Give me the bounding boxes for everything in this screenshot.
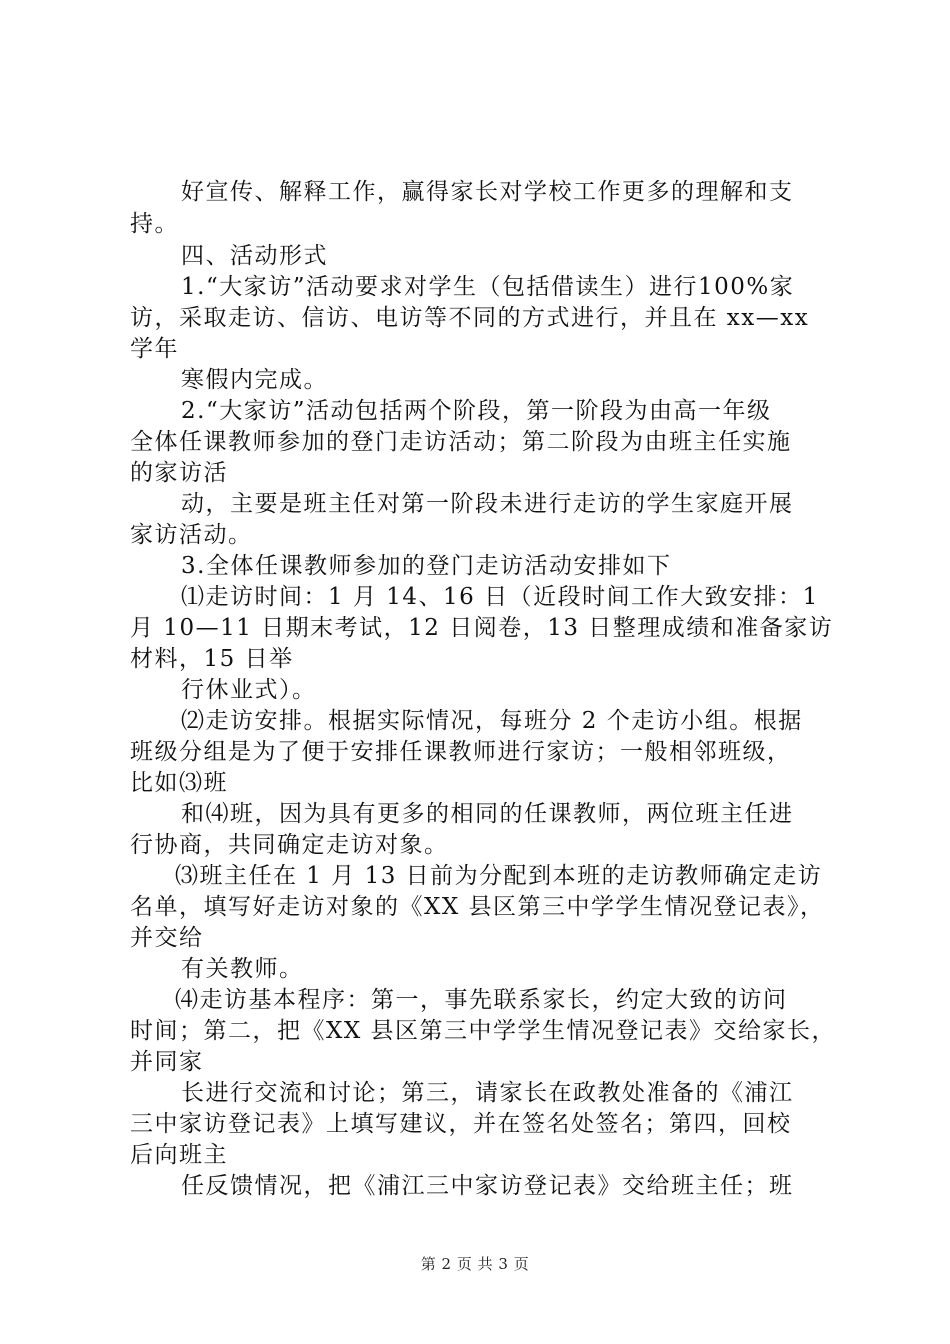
body-line: 2.“大家访”活动包括两个阶段，第一阶段为由高一年级 <box>181 398 772 424</box>
body-line: 的家访活 <box>130 460 228 486</box>
body-line: 材料，15 日举 <box>130 646 294 672</box>
body-line: 行协商，共同确定走访对象。 <box>130 832 449 858</box>
body-line: 名单，填写好走访对象的《XX 县区第三中学学生情况登记表》， <box>130 894 825 920</box>
body-line: 行休业式）。 <box>181 677 317 703</box>
body-line: ⑵走访安排。根据实际情况，每班分 2 个走访小组。根据 <box>181 708 803 734</box>
body-line: 比如⑶班 <box>130 770 228 796</box>
body-line: ⑷走访基本程序：第一，事先联系家长，约定大致的访问 <box>175 987 788 1013</box>
body-line: 三中家访登记表》上填写建议，并在签名处签名；第四，回校 <box>130 1111 792 1137</box>
body-line: 持。 <box>130 211 179 237</box>
body-line: 月 10—11 日期末考试，12 日阅卷，13 日整理成绩和准备家访 <box>130 615 834 641</box>
body-line: 家访活动。 <box>130 522 253 548</box>
body-line: 长进行交流和讨论；第三，请家长在政教处准备的《浦江 <box>181 1080 794 1106</box>
body-line: 学年 <box>130 336 179 362</box>
body-line: 1.“大家访”活动要求对学生（包括借读生）进行100%家 <box>181 274 795 300</box>
body-line: 有关教师。 <box>181 956 304 982</box>
body-line: 并交给 <box>130 925 204 951</box>
body-line: 全体任课教师参加的登门走访活动；第二阶段为由班主任实施 <box>130 429 792 455</box>
body-line: 并同家 <box>130 1049 204 1075</box>
body-line: 任反馈情况，把《浦江三中家访登记表》交给班主任；班 <box>181 1173 794 1199</box>
body-line: ⑴走访时间：1 月 14、16 日（近段时间工作大致安排：1 <box>181 584 819 610</box>
body-line: 3.全体任课教师参加的登门走访活动安排如下 <box>181 553 672 579</box>
body-line: 寒假内完成。 <box>181 367 328 393</box>
body-line: 好宣传、解释工作，赢得家长对学校工作更多的理解和支 <box>181 179 794 205</box>
body-line: 动，主要是班主任对第一阶段未进行走访的学生家庭开展 <box>181 491 794 517</box>
body-line: 后向班主 <box>130 1142 228 1168</box>
body-line: 和⑷班，因为具有更多的相同的任课教师，两位班主任进 <box>181 801 794 827</box>
body-line: 时间；第二，把《XX 县区第三中学学生情况登记表》交给家长， <box>130 1018 837 1044</box>
body-line: 班级分组是为了便于安排任课教师进行家访；一般相邻班级， <box>130 739 792 765</box>
body-line: ⑶班主任在 1 月 13 日前为分配到本班的走访教师确定走访 <box>175 863 823 889</box>
page-footer: 第 2 页 共 3 页 <box>420 1255 530 1273</box>
body-line: 访，采取走访、信访、电访等不同的方式进行，并且在 xx—xx <box>130 305 810 331</box>
section-heading: 四、活动形式 <box>181 243 328 269</box>
